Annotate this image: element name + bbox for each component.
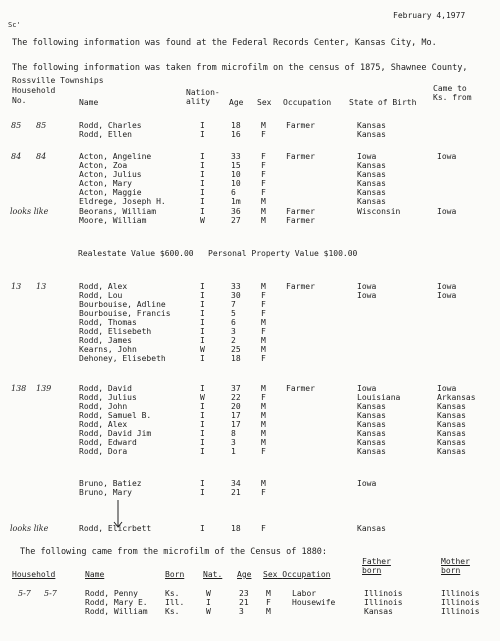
household-no-2: 5-7 <box>44 589 57 598</box>
header-1880-household: Household <box>12 570 56 579</box>
sex: F <box>266 598 271 607</box>
age: 1m <box>231 197 241 206</box>
nationality: I <box>200 327 205 336</box>
age: 34 <box>231 479 241 488</box>
person-name: Moore, William <box>79 216 147 225</box>
header-age: Age <box>229 98 244 107</box>
age: 3 <box>239 607 244 616</box>
state-of-birth: Kansas <box>357 161 386 170</box>
sex: F <box>261 130 266 139</box>
sex: M <box>266 589 271 598</box>
mother-born: Illinois <box>441 598 480 607</box>
sex: F <box>261 354 266 363</box>
nationality: I <box>200 402 205 411</box>
township-line: Rossville Townships <box>12 76 104 85</box>
nationality: I <box>200 411 205 420</box>
sex: M <box>261 216 266 225</box>
person-name: Rodd, Elicrbett <box>79 524 152 533</box>
sex: F <box>261 152 266 161</box>
header-1880-sex-occupation <box>263 570 330 579</box>
person-name: Kearns, John <box>79 345 137 354</box>
household-no-1: 13 <box>11 282 22 291</box>
age: 10 <box>231 179 241 188</box>
nationality: I <box>200 336 205 345</box>
sex: F <box>261 170 266 179</box>
occupation: Farmer <box>286 207 315 216</box>
sex: F <box>261 488 266 497</box>
age: 30 <box>231 291 241 300</box>
came-from: Iowa <box>437 152 457 161</box>
state-of-birth: Louisiana <box>357 393 401 402</box>
nationality: I <box>200 197 205 206</box>
father-born: Illinois <box>364 589 403 598</box>
age: 6 <box>231 188 236 197</box>
header-1880-mother-born: Mother born <box>441 557 470 575</box>
header-name: Name <box>79 98 99 107</box>
mother-born: Illinois <box>441 589 480 598</box>
person-name: Bourbouise, Francis <box>79 309 171 318</box>
age: 3 <box>231 327 236 336</box>
sex: F <box>261 524 266 533</box>
nationality: I <box>200 488 205 497</box>
sex: F <box>261 300 266 309</box>
person-name: Rodd, Elisebeth <box>79 327 152 336</box>
age: 17 <box>231 411 241 420</box>
sex: F <box>261 309 266 318</box>
sex: F <box>261 291 266 300</box>
household-no-2: 139 <box>36 384 52 393</box>
came-from: Kansas <box>437 420 466 429</box>
sex: M <box>261 384 266 393</box>
nationality: I <box>200 300 205 309</box>
age: 21 <box>231 488 241 497</box>
header-1880-nat: Nat. <box>203 570 223 579</box>
person-name: Acton, Angeline <box>79 152 152 161</box>
person-name: Acton, Mary <box>79 179 132 188</box>
state-of-birth: Kansas <box>357 188 386 197</box>
person-name: Rodd, Lou <box>79 291 123 300</box>
nationality: I <box>200 207 205 216</box>
state-of-birth: Kansas <box>357 438 386 447</box>
state-of-birth: Wisconsin <box>357 207 401 216</box>
sex: M <box>261 197 266 206</box>
age: 27 <box>231 216 241 225</box>
person-name: Rodd, Alex <box>79 282 128 291</box>
nationality: I <box>200 384 205 393</box>
state-of-birth: Iowa <box>357 152 377 161</box>
state-of-birth: Kansas <box>357 402 386 411</box>
state-of-birth: Kansas <box>357 447 386 456</box>
sex: M <box>261 402 266 411</box>
arrow-annotation <box>108 498 128 532</box>
nationality: I <box>200 161 205 170</box>
sex: M <box>261 438 266 447</box>
state-of-birth: Kansas <box>357 197 386 206</box>
sex: F <box>261 179 266 188</box>
census-1880-intro: The following came from the microfilm of the Census of 1880: <box>20 547 328 557</box>
property-value-line: Realestate Value $600.00 Personal Property Value $100.00 <box>78 249 358 258</box>
person-name: Rodd, Alex <box>79 420 128 429</box>
age: 6 <box>231 318 236 327</box>
header-sex: Sex <box>257 98 272 107</box>
came-from: Kansas <box>437 438 466 447</box>
state-of-birth: Kansas <box>357 170 386 179</box>
came-from: Kansas <box>437 402 466 411</box>
person-name: Beorans, William <box>79 207 157 216</box>
sex: M <box>261 420 266 429</box>
header-1880-age: Age <box>237 570 252 579</box>
header-household: Household <box>12 86 56 95</box>
sex: M <box>261 318 266 327</box>
nationality: I <box>200 420 205 429</box>
occupation: Farmer <box>286 384 315 393</box>
came-from: Iowa <box>437 291 457 300</box>
born: Ks. <box>165 589 180 598</box>
state-of-birth: Iowa <box>357 479 377 488</box>
age: 23 <box>239 589 249 598</box>
came-from: Arkansas <box>437 393 476 402</box>
age: 25 <box>231 345 241 354</box>
nationality: I <box>200 121 205 130</box>
header-1880-sex: Sex <box>263 570 278 579</box>
household-no-2: 13 <box>36 282 47 291</box>
came-from: Iowa <box>437 207 457 216</box>
age: 33 <box>231 152 241 161</box>
person-name: Rodd, John <box>79 402 128 411</box>
sex: F <box>261 447 266 456</box>
occupation: Farmer <box>286 282 315 291</box>
person-name: Rodd, Ellen <box>79 130 132 139</box>
age: 8 <box>231 429 236 438</box>
nationality: I <box>200 282 205 291</box>
household-no-1: 138 <box>11 384 27 393</box>
header-came-to: Came to Ks. from <box>433 84 472 102</box>
state-of-birth: Iowa <box>357 282 377 291</box>
person-name: Rodd, Thomas <box>79 318 137 327</box>
state-of-birth: Kansas <box>357 524 386 533</box>
came-from: Kansas <box>437 429 466 438</box>
state-of-birth: Kansas <box>357 130 386 139</box>
person-name: Eldrege, Joseph H. <box>79 197 166 206</box>
household-no-2: 84 <box>36 152 47 161</box>
handwritten-note: looks like <box>10 207 49 216</box>
person-name: Bourbouise, Adline <box>79 300 166 309</box>
father-born: Kansas <box>364 607 393 616</box>
household-no-2: 85 <box>36 121 47 130</box>
header-1880-born: Born <box>165 570 185 579</box>
nationality: I <box>200 438 205 447</box>
person-name: Acton, Julius <box>79 170 142 179</box>
sex: M <box>266 607 271 616</box>
sex: M <box>261 121 266 130</box>
age: 1 <box>231 447 236 456</box>
mother-born: Illinois <box>441 607 480 616</box>
sex: M <box>261 336 266 345</box>
nationality: I <box>200 479 205 488</box>
nationality: W <box>206 589 211 598</box>
nationality: W <box>200 345 205 354</box>
age: 33 <box>231 282 241 291</box>
state-of-birth: Iowa <box>357 384 377 393</box>
age: 17 <box>231 420 241 429</box>
person-name: Bruno, Batiez <box>79 479 142 488</box>
census-1875-line: The following information was taken from microfilm on the census of 1875, Shawnee County, <box>12 63 468 73</box>
header-1880-name: Name <box>85 570 105 579</box>
occupation: Labor <box>292 589 317 598</box>
sex: M <box>261 345 266 354</box>
document-date: February 4,1977 <box>393 11 466 20</box>
age: 22 <box>231 393 241 402</box>
nationality: I <box>200 447 205 456</box>
age: 20 <box>231 402 241 411</box>
header-1880-father-born: Father born <box>362 557 391 575</box>
sex: F <box>261 327 266 336</box>
person-name: Rodd, Julius <box>79 393 137 402</box>
header-no: No. <box>12 96 27 105</box>
person-name: Rodd, Penny <box>85 589 138 598</box>
header-nationality: Nation- ality <box>186 88 220 106</box>
age: 16 <box>231 130 241 139</box>
person-name: Acton, Maggie <box>79 188 142 197</box>
nationality: I <box>200 291 205 300</box>
age: 18 <box>231 121 241 130</box>
household-no-1: 85 <box>11 121 22 130</box>
person-name: Rodd, David Jim <box>79 429 152 438</box>
nationality: W <box>200 393 205 402</box>
person-name: Acton, Zoa <box>79 161 128 170</box>
came-from: Iowa <box>437 282 457 291</box>
age: 37 <box>231 384 241 393</box>
person-name: Rodd, Charles <box>79 121 142 130</box>
nationality: I <box>200 318 205 327</box>
household-no-1: 5-7 <box>18 589 31 598</box>
sex: M <box>261 429 266 438</box>
person-name: Rodd, Samuel B. <box>79 411 152 420</box>
nationality: I <box>206 598 211 607</box>
nationality: W <box>200 216 205 225</box>
age: 5 <box>231 309 236 318</box>
came-from: Kansas <box>437 411 466 420</box>
sex: F <box>261 188 266 197</box>
occupation: Housewife <box>292 598 336 607</box>
father-born: Illinois <box>364 598 403 607</box>
person-name: Rodd, William <box>85 607 148 616</box>
state-of-birth: Kansas <box>357 429 386 438</box>
header-occupation: Occupation <box>283 98 332 107</box>
born: Ill. <box>165 598 185 607</box>
nationality: I <box>200 179 205 188</box>
age: 15 <box>231 161 241 170</box>
nationality: I <box>200 354 205 363</box>
corner-mark: Sc' <box>8 21 21 29</box>
came-from: Kansas <box>437 447 466 456</box>
age: 18 <box>231 354 241 363</box>
nationality: I <box>200 152 205 161</box>
source-line: The following information was found at the Federal Records Center, Kansas City, Mo. <box>12 38 437 48</box>
person-name: Bruno, Mary <box>79 488 132 497</box>
age: 10 <box>231 170 241 179</box>
occupation: Farmer <box>286 216 315 225</box>
nationality: I <box>200 309 205 318</box>
sex: M <box>261 207 266 216</box>
age: 18 <box>231 524 241 533</box>
person-name: Rodd, Mary E. <box>85 598 148 607</box>
nationality: I <box>200 130 205 139</box>
state-of-birth: Kansas <box>357 179 386 188</box>
sex: M <box>261 282 266 291</box>
born: Ks. <box>165 607 180 616</box>
occupation: Farmer <box>286 152 315 161</box>
age: 36 <box>231 207 241 216</box>
person-name: Rodd, David <box>79 384 132 393</box>
person-name: Dehoney, Elisebeth <box>79 354 166 363</box>
age: 7 <box>231 300 236 309</box>
nationality: I <box>200 188 205 197</box>
state-of-birth: Iowa <box>357 291 377 300</box>
age: 21 <box>239 598 249 607</box>
state-of-birth: Kansas <box>357 420 386 429</box>
person-name: Rodd, Dora <box>79 447 128 456</box>
nationality: I <box>200 429 205 438</box>
came-from: Iowa <box>437 384 457 393</box>
handwritten-note: looks like <box>10 524 49 533</box>
header-state-of-birth: State of Birth <box>349 98 417 107</box>
sex: M <box>261 479 266 488</box>
header-1880-occupation: Occupation <box>282 570 331 579</box>
sex: F <box>261 161 266 170</box>
age: 3 <box>231 438 236 447</box>
occupation: Farmer <box>286 121 315 130</box>
state-of-birth: Kansas <box>357 411 386 420</box>
person-name: Rodd, Edward <box>79 438 137 447</box>
nationality: W <box>206 607 211 616</box>
person-name: Rodd, James <box>79 336 132 345</box>
nationality: I <box>200 524 205 533</box>
nationality: I <box>200 170 205 179</box>
sex: F <box>261 393 266 402</box>
state-of-birth: Kansas <box>357 121 386 130</box>
household-no-1: 84 <box>11 152 22 161</box>
age: 2 <box>231 336 236 345</box>
sex: M <box>261 411 266 420</box>
